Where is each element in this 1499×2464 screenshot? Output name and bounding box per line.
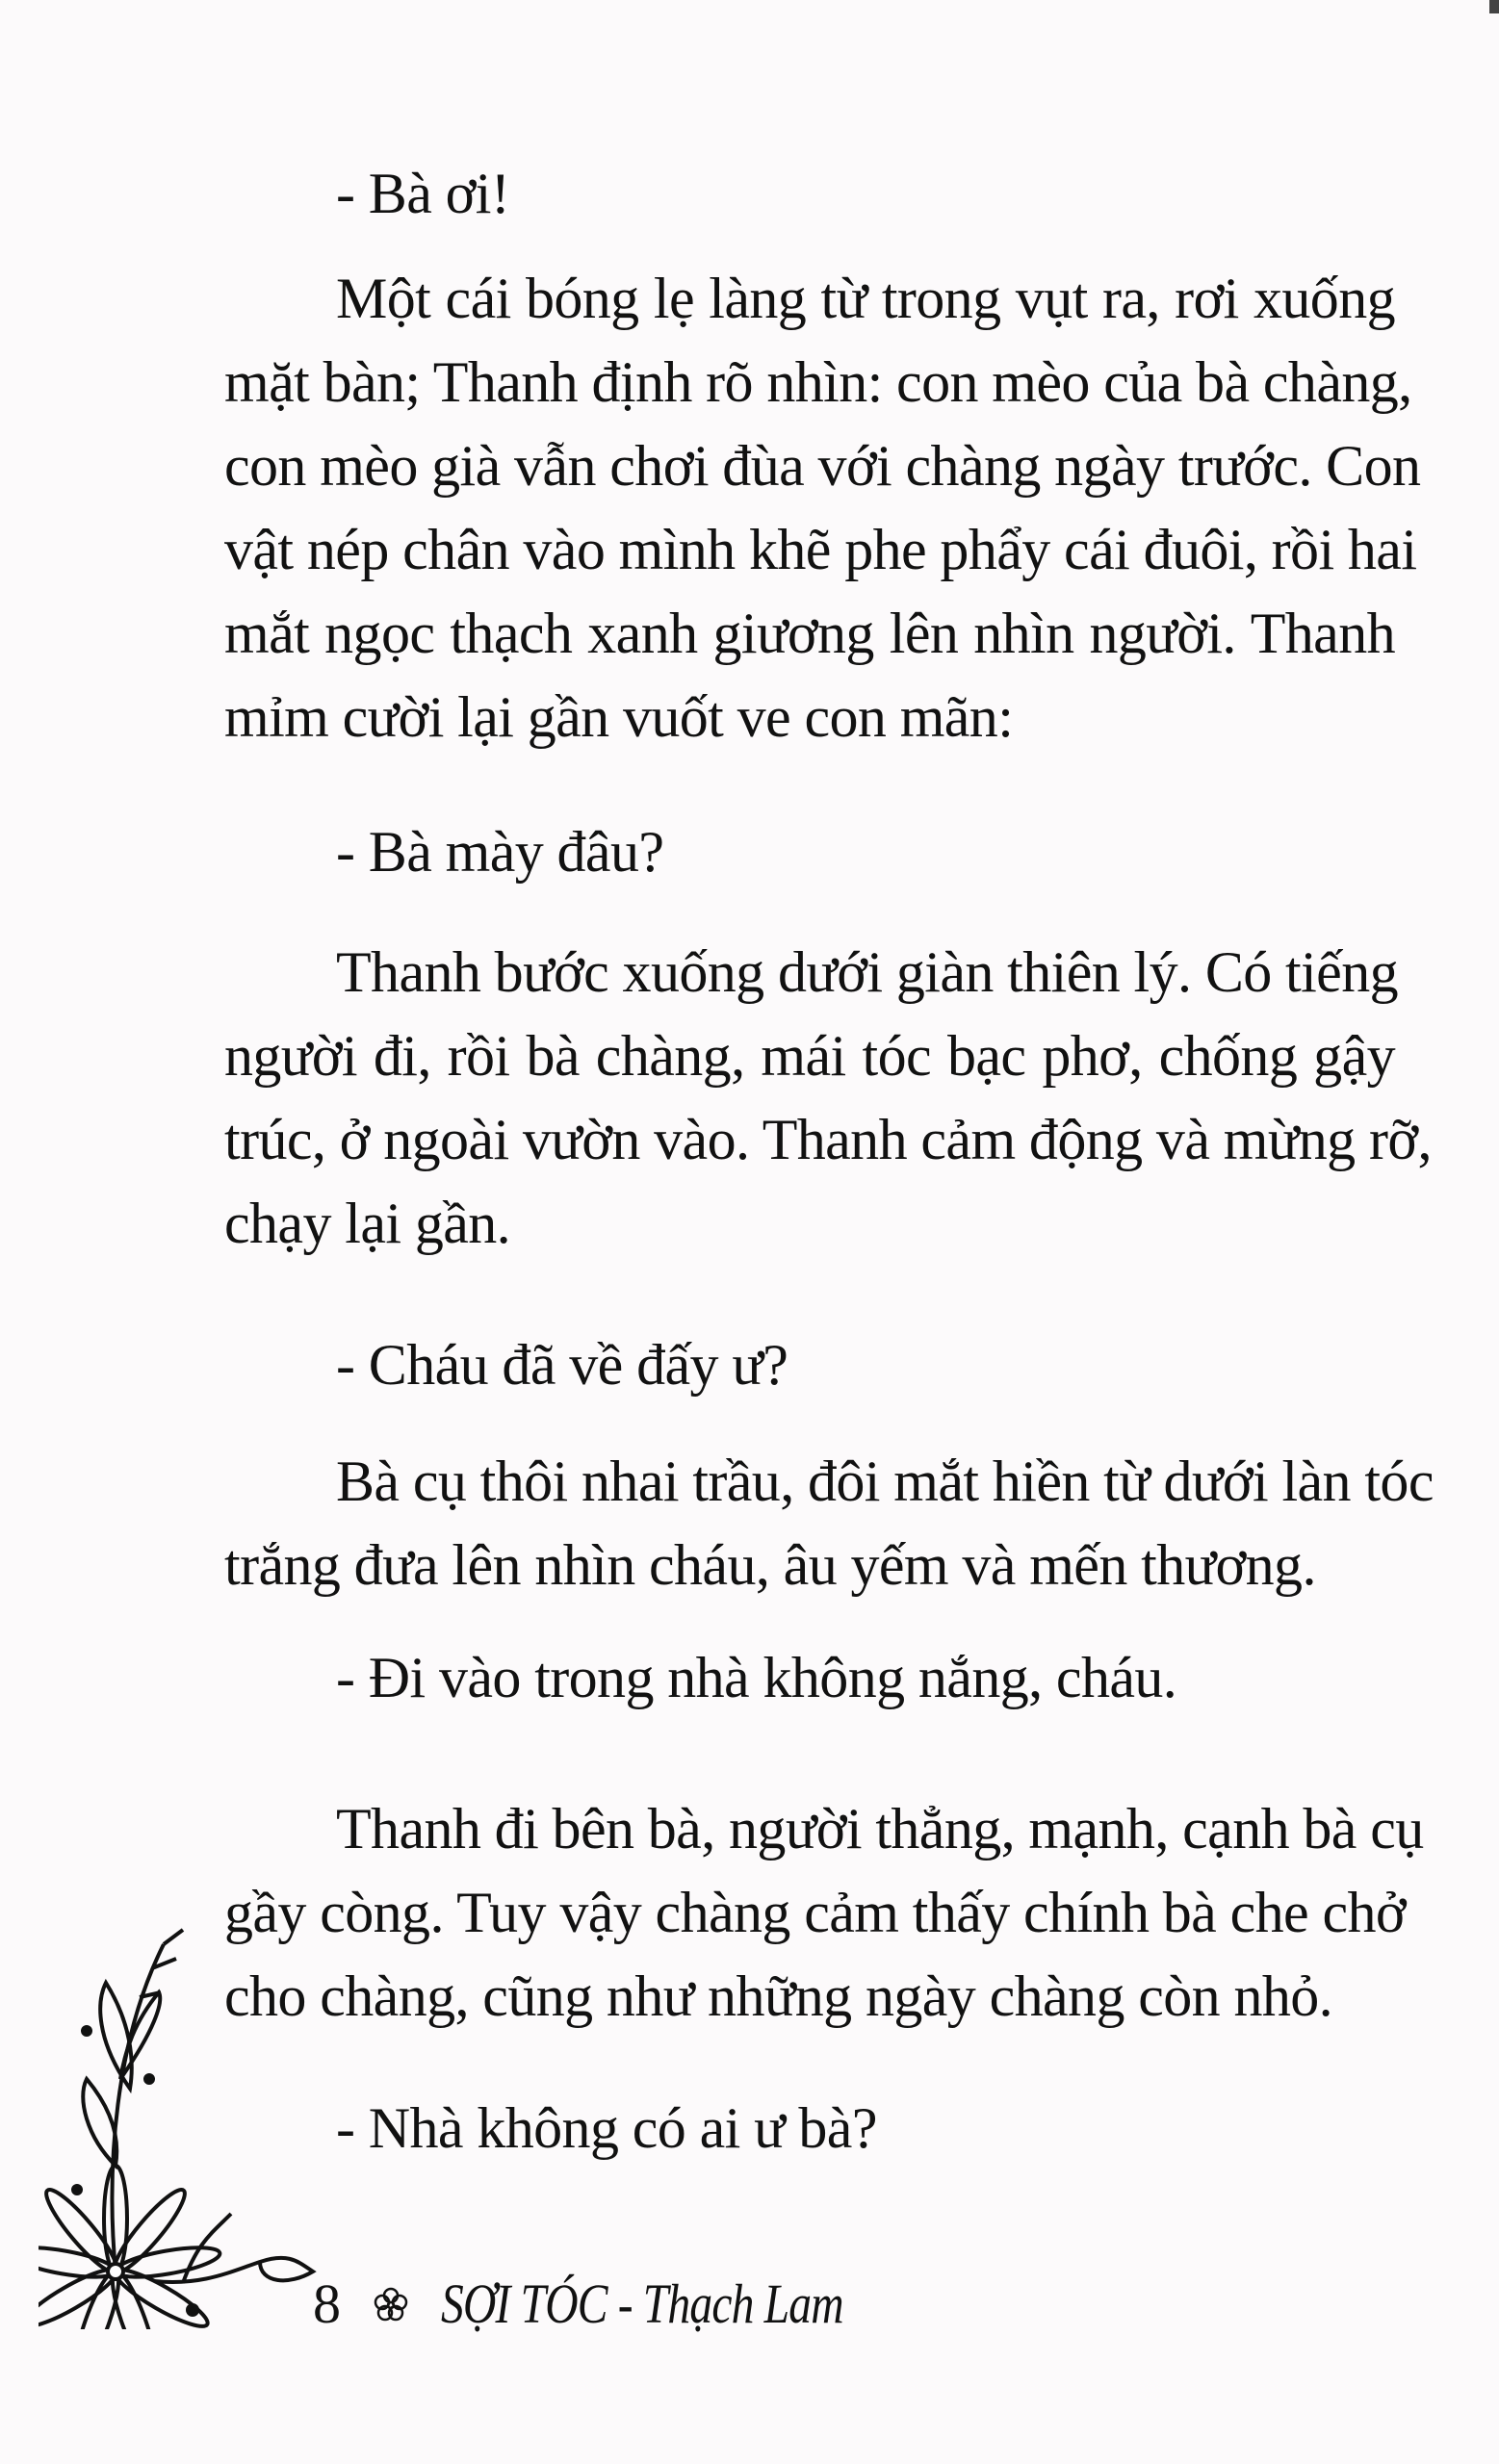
text-line: mắt ngọc thạch xanh giương lên nhìn người. Thanh: [224, 602, 1395, 665]
text-line: cho chàng, cũng như những ngày chàng còn nhỏ.: [224, 1964, 1333, 2028]
text-line: mỉm cười lại gần vuốt ve con mãn:: [224, 685, 1014, 749]
page-edge-mark: [1489, 0, 1499, 13]
text-line: Thanh đi bên bà, người thẳng, mạnh, cạnh bà cụ: [336, 1797, 1424, 1861]
paragraph: [224, 931, 1432, 1266]
text-line: Bà cụ thôi nhai trầu, đôi mắt hiền từ dưới làn tóc: [336, 1450, 1434, 1513]
text-line: - Cháu đã về đấy ư?: [336, 1333, 788, 1397]
text-line: Một cái bóng lẹ làng từ trong vụt ra, rơi xuống: [336, 267, 1395, 330]
dialogue-line: [224, 810, 1395, 894]
dialogue-line: [224, 1636, 1395, 1720]
page-footer: [313, 2262, 932, 2346]
paragraph: [224, 257, 1421, 759]
dialogue-line: [224, 2087, 1395, 2170]
flower-icon: [374, 2287, 408, 2322]
text-line: người đi, rồi bà chàng, mái tóc bạc phơ, chống gậy: [224, 1024, 1395, 1088]
page-number: 8: [313, 2272, 341, 2335]
text-line: trắng đưa lên nhìn cháu, âu yếm và mến thương.: [224, 1533, 1316, 1597]
text-line: - Bà mày đâu?: [336, 820, 664, 884]
text-line: trúc, ở ngoài vườn vào. Thanh cảm động và mừng rỡ,: [224, 1108, 1432, 1171]
text-line: - Đi vào trong nhà không nắng, cháu.: [336, 1646, 1177, 1709]
text-line: con mèo già vẫn chơi đùa với chàng ngày trước. Con: [224, 434, 1421, 498]
text-line: Thanh bước xuống dưới giàn thiên lý. Có tiếng: [336, 940, 1399, 1004]
book-title-author: SỢI TÓC - Thạch Lam: [441, 2272, 843, 2335]
paragraph: [224, 1440, 1434, 1607]
paragraph: [224, 1787, 1424, 2039]
text-line: gầy còng. Tuy vậy chàng cảm thấy chính bà che chở: [224, 1881, 1406, 1944]
text-line: - Nhà không có ai ư bà?: [336, 2096, 877, 2160]
text-line: mặt bàn; Thanh định rõ nhìn: con mèo của bà chàng,: [224, 350, 1412, 414]
floral-ornament-icon: [39, 1925, 327, 2329]
text-line: vật nép chân vào mình khẽ phe phẩy cái đuôi, rồi hai: [224, 518, 1417, 581]
dialogue-line: [224, 1323, 1395, 1407]
dialogue-line: [224, 152, 1395, 236]
text-line: - Bà ơi!: [336, 162, 510, 225]
text-line: chạy lại gần.: [224, 1192, 511, 1255]
